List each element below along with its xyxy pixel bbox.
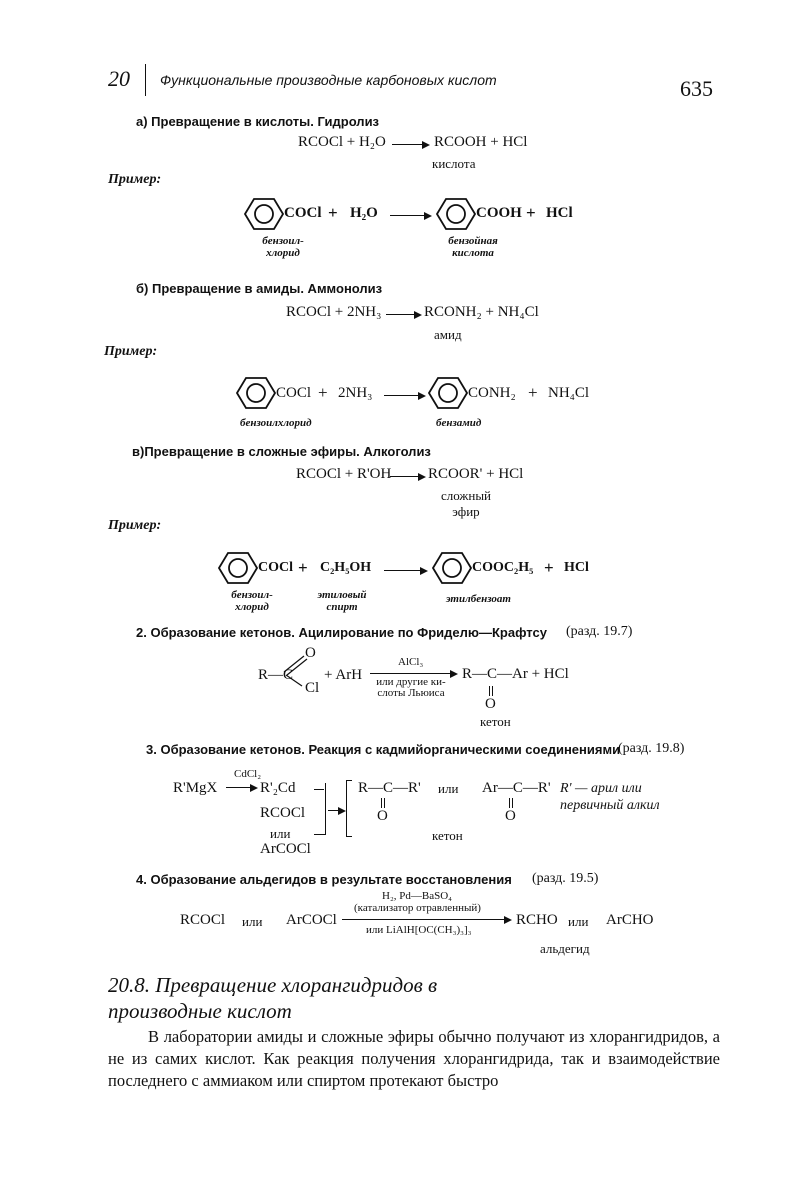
section-a-reactant-group: COCl [284, 205, 322, 221]
section-b-product-name: бензамид [436, 417, 482, 429]
body-paragraph: В лаборатории амиды и сложные эфиры обычно получают из хлорангидридов, а не из самих кислот. Как реакция получения хлорангидрида, так и взаимодействие последнего с аммиаком или спиртом протекают быстро [108, 1027, 720, 1090]
section-3-double-bond [381, 798, 382, 808]
section-2-product: R—C—Ar + HCl [462, 666, 569, 682]
section-4-cond2: (катализатор отравленный) [354, 902, 481, 914]
bracket-line [314, 789, 324, 790]
section-a-example-label: Пример: [108, 172, 162, 187]
section-2-ref: (разд. 19.7) [566, 624, 633, 639]
section-c-reactant-group: COCl [258, 560, 293, 575]
bracket-line [346, 780, 352, 781]
section-c-reagent-name: этиловый спирт [317, 589, 367, 613]
section-b-eq-left: RCOCl + 2NH₃ [286, 304, 382, 320]
page-number: 635 [680, 76, 713, 101]
section-2-product-o: O [485, 696, 496, 712]
bracket-line [346, 836, 352, 837]
section-b-plus2: + [528, 383, 538, 402]
section-4-title: 4. Образование альдегидов в результате восстановления [136, 872, 512, 887]
section-3-prod1: R—C—R' [358, 780, 421, 796]
section-c-plus2: + [544, 558, 554, 577]
section-c-byproduct: HCl [564, 560, 589, 575]
section-heading: 20.8. Превращение хлорангидридов в производные кислот [108, 973, 438, 1023]
section-c-product-group: COOC₂H₅ [472, 560, 534, 575]
section-a-title: а) Превращение в кислоты. Гидролиз [136, 114, 380, 129]
section-a-eq-left: RCOCl + H₂O [298, 134, 386, 150]
section-2-r-label: R—C [258, 667, 294, 683]
section-4-note: альдегид [540, 941, 590, 956]
section-b-example-arrow [384, 395, 424, 396]
section-4-right1: RCHO [516, 912, 558, 928]
section-2-double-bond [489, 686, 490, 696]
section-2-plus-arh: + ArH [324, 667, 363, 683]
section-3-ref: (разд. 19.8) [618, 741, 685, 756]
section-3-arrow [226, 787, 256, 788]
section-2-cl-label: Cl [305, 680, 320, 696]
section-3-title: 3. Образование кетонов. Реакция с кадмийорганическими соединениями [146, 742, 621, 757]
section-4-cond3: или LiAlH[OC(CH₃)₃]₃ [366, 924, 472, 936]
section-2-double-bond [492, 686, 493, 696]
benzene-ring-icon [428, 377, 468, 409]
section-4-arrow [342, 919, 510, 920]
section-b-reagent: 2NH₃ [338, 385, 373, 401]
section-c-reagent: C₂H₅OH [320, 560, 372, 575]
section-3-arcocl: ArCOCl [260, 841, 311, 857]
section-2-title: 2. Образование кетонов. Ацилирование по Фриделю—Крафтсу [136, 625, 547, 640]
section-4-cond1: H₂, Pd—BaSO₄ [382, 890, 453, 902]
section-a-plus1: + [328, 203, 338, 222]
header-divider [145, 64, 146, 96]
benzene-ring-icon [244, 198, 284, 230]
bracket-line [325, 783, 326, 835]
section-a-eq-note: кислота [432, 156, 476, 171]
section-3-or1: или [270, 826, 291, 841]
section-c-eq-note: сложный эфир [440, 488, 492, 519]
section-c-eq-right: RCOOR' + HCl [428, 466, 524, 482]
benzene-ring-icon [432, 552, 472, 584]
section-3-o2: O [505, 808, 516, 824]
section-3-bracket-arrow [328, 810, 344, 811]
section-b-example-label: Пример: [104, 344, 158, 359]
section-c-plus1: + [298, 558, 308, 577]
section-c-reactant-name: бензоил-хлорид [231, 589, 273, 613]
section-4-ref: (разд. 19.5) [532, 871, 599, 886]
section-c-title: в)Превращение в сложные эфиры. Алкоголиз [132, 444, 431, 459]
section-b-byproduct: NH₄Cl [548, 385, 590, 401]
section-a-plus2: + [526, 203, 536, 222]
section-a-eq-right: RCOOH + HCl [434, 134, 528, 150]
section-2-o-label: O [305, 645, 316, 661]
section-2-catalyst-bottom: или другие ки-слоты Льюиса [376, 676, 446, 699]
chapter-number: 20 [108, 66, 130, 91]
section-b-eq-right: RCONH₂ + NH₄Cl [424, 304, 539, 320]
section-3-r-prime-def: R' — арил или первичный алкил [560, 781, 660, 813]
section-a-product-name: бензойная кислота [448, 235, 498, 259]
section-3-double-bond [512, 798, 513, 808]
section-b-eq-note: амид [434, 327, 462, 342]
section-c-example-arrow [384, 570, 426, 571]
section-2-catalyst-top: AlCl₃ [398, 656, 424, 668]
section-c-product-name: этилбензоат [446, 593, 511, 605]
benzene-ring-icon [218, 552, 258, 584]
section-4-left1: RCOCl [180, 912, 226, 928]
section-a-byproduct: HCl [546, 205, 573, 221]
section-3-reagent-top: CdCl₂ [234, 768, 262, 780]
bracket-line [314, 834, 325, 835]
section-3-double-bond [384, 798, 385, 808]
section-4-or2: или [568, 914, 589, 929]
section-3-prod2: Ar—C—R' [482, 780, 551, 796]
section-a-reagent: H₂O [350, 205, 378, 221]
section-b-product-group: CONH₂ [468, 385, 516, 401]
section-3-double-bond [509, 798, 510, 808]
bracket-line [346, 780, 347, 836]
section-c-example-label: Пример: [108, 518, 162, 533]
benzene-ring-icon [436, 198, 476, 230]
section-4-right2: ArCHO [606, 912, 654, 928]
section-c-eq-left: RCOCl + R'OH [296, 466, 392, 482]
section-3-rcocl: RCOCl [260, 805, 306, 821]
section-b-reactant-name: бензоилхлорид [240, 417, 312, 429]
chapter-title: Функциональные производные карбоновых кислот [160, 72, 497, 88]
section-3-o1: O [377, 808, 388, 824]
section-a-example-arrow [390, 215, 430, 216]
section-3-or2: или [438, 781, 459, 796]
section-2-arrow [370, 673, 456, 674]
section-a-product-group: COOH [476, 205, 522, 221]
section-3-start: R'MgX [173, 780, 218, 796]
section-b-title: б) Превращение в амиды. Аммонолиз [136, 281, 383, 296]
section-3-intermediate: R'₂Cd [260, 780, 296, 796]
benzene-ring-icon [236, 377, 276, 409]
section-4-left2: ArCOCl [286, 912, 337, 928]
section-b-reactant-group: COCl [276, 385, 312, 401]
section-4-or1: или [242, 914, 263, 929]
section-2-note: кетон [480, 714, 511, 729]
section-a-reactant-name: бензоил-хлорид [262, 235, 304, 259]
section-3-note: кетон [432, 828, 463, 843]
section-b-arrow [386, 314, 420, 315]
section-c-arrow [390, 476, 424, 477]
section-b-plus1: + [318, 383, 328, 402]
section-a-arrow [392, 144, 428, 145]
